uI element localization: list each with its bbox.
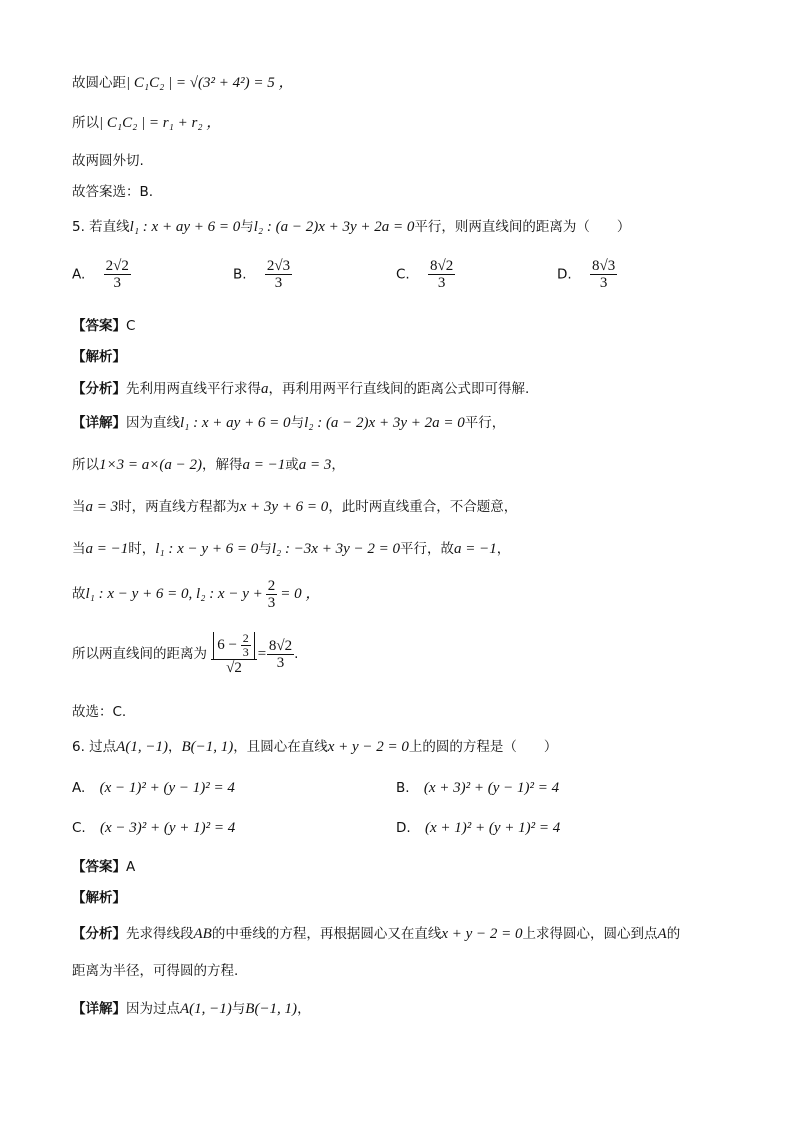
fraction-denominator: 3 — [242, 645, 249, 659]
text-segment: ， — [167, 739, 182, 755]
fraction — [590, 258, 617, 291]
math-expression: B(−1, 1) — [245, 1001, 298, 1017]
answer-line — [72, 317, 135, 335]
text-segment: 平行，则两直线间的距离为（ ） — [414, 219, 631, 235]
answer-tag: 【答案】 — [72, 318, 126, 334]
text-segment: ，且圆心在直线 — [233, 739, 328, 755]
text-segment: 上的圆的方程是（ ） — [408, 739, 558, 755]
text-segment: 故 — [72, 586, 86, 602]
text-segment: 所以两直线间的距离为 — [72, 646, 207, 662]
analysis-subtag: 【分析】 — [72, 926, 126, 942]
detail-line — [72, 456, 345, 474]
option-text: (x − 1)² + (y − 1)² = 4 — [99, 780, 235, 796]
math-expression: | C₁C₂ | = √(3² + 4²) = 5 ， — [126, 75, 294, 91]
analysis-tag: 【解析】 — [72, 349, 126, 365]
text-segment: ， — [331, 457, 345, 473]
text-line: 距离为半径，可得圆的方程. — [72, 963, 239, 979]
text-segment: 所以 — [72, 457, 99, 473]
fraction-numerator: 2√3 — [266, 258, 291, 274]
math-expression: x + y − 2 = 0 — [327, 739, 409, 755]
option-letter: D. — [396, 820, 411, 836]
analysis-subtag: 【分析】 — [72, 381, 126, 397]
math-expression: a = 3 — [85, 499, 119, 515]
math-expression: AB — [193, 926, 212, 942]
text-segment: 与 — [231, 1001, 246, 1017]
text-segment: 与 — [258, 541, 272, 557]
analysis-line — [72, 380, 529, 398]
option-letter: A. — [72, 780, 86, 796]
text-segment: 的 — [666, 926, 681, 942]
detail-line — [72, 574, 320, 614]
option-b — [396, 780, 559, 797]
math-expression: x + y − 2 = 0 — [441, 926, 523, 942]
text-segment: 6. 过点 — [72, 739, 117, 755]
text-segment: 先利用两直线平行求得 — [126, 381, 261, 397]
fraction-denominator: 3 — [276, 654, 285, 671]
text-segment: 因为过点 — [126, 1001, 180, 1017]
option-c — [72, 820, 235, 837]
option-letter: D. — [557, 266, 572, 283]
option-text: (x + 3)² + (y − 1)² = 4 — [423, 780, 560, 796]
text-segment: 时， — [128, 541, 156, 557]
fraction — [265, 258, 292, 291]
text-segment: ，再利用两平行直线间的距离公式即可得解. — [268, 381, 530, 397]
option-letter: C. — [396, 266, 410, 283]
fraction-numerator: 2 — [267, 577, 276, 594]
text-segment: 时，两直线方程都为 — [118, 499, 240, 515]
detail-line — [72, 1000, 311, 1018]
question-6-stem — [72, 738, 557, 756]
fraction — [428, 258, 455, 291]
fraction-denominator: 3 — [437, 275, 446, 291]
option-text: (x + 1)² + (y + 1)² = 4 — [424, 820, 561, 836]
math-expression: l₁ : x − y + 6 = 0 — [155, 541, 259, 557]
fraction-numerator — [211, 632, 256, 660]
math-expression: A(1, −1) — [180, 1001, 232, 1017]
fraction — [241, 632, 251, 659]
text-segment: ，解得 — [201, 457, 243, 473]
fraction-numerator: 2√2 — [105, 258, 129, 274]
text-line: 故答案选：B. — [72, 184, 154, 200]
fraction-denominator: 3 — [113, 275, 121, 291]
option-b — [233, 258, 292, 291]
detail-tag: 【详解】 — [72, 415, 126, 431]
detail-line — [72, 540, 510, 558]
option-c — [396, 258, 455, 291]
text-segment: 或 — [285, 457, 299, 473]
detail-line — [72, 414, 505, 432]
math-expression: = 0 ， — [280, 586, 321, 602]
detail-tag: 【详解】 — [72, 1001, 126, 1017]
math-expression: l₁ : x + ay + 6 = 0 — [180, 415, 291, 431]
text-segment: 所以 — [72, 115, 99, 131]
math-expression: l₁ : x + ay + 6 = 0 — [129, 219, 241, 235]
math-expression: a = 3 — [298, 457, 332, 473]
text-segment: 5. 若直线 — [72, 219, 130, 235]
answer-tag: 【答案】 — [72, 859, 126, 875]
text-segment: 平行，故 — [400, 541, 454, 557]
option-d — [396, 820, 560, 837]
text-segment: ， — [496, 541, 511, 557]
math-expression: a — [261, 381, 269, 397]
fraction — [267, 638, 294, 671]
math-expression: B(−1, 1) — [181, 739, 234, 755]
math-expression: l₁ : x − y + 6 = 0, l₂ : x − y + — [85, 586, 263, 602]
math-expression: l₂ : (a − 2)x + 3y + 2a = 0 — [304, 415, 465, 431]
option-letter: B. — [233, 266, 247, 283]
math-expression: a = −1 — [242, 457, 286, 473]
math-expression: A — [657, 926, 667, 942]
fraction — [266, 578, 278, 611]
fraction-denominator: 3 — [267, 594, 276, 611]
fraction-numerator: 2 — [242, 631, 249, 645]
fraction-denominator: √2 — [226, 660, 242, 676]
answer-line — [72, 858, 135, 876]
text-segment: 平行， — [464, 415, 506, 431]
text-segment: 当 — [72, 499, 86, 515]
fraction-numerator: 8√3 — [591, 258, 616, 274]
question-5-stem — [72, 218, 630, 236]
math-expression: 6 − — [217, 636, 238, 653]
math-expression: a = −1 — [454, 541, 497, 557]
detail-line — [72, 498, 517, 516]
text-line — [72, 114, 221, 132]
option-a — [72, 780, 235, 797]
text-segment: 的中垂线的方程，再根据圆心又在直线 — [211, 926, 442, 942]
math-expression: | C₁C₂ | = r₁ + r₂ ， — [99, 115, 222, 131]
fraction-numerator: 8√2 — [430, 258, 454, 274]
text-line — [72, 74, 294, 92]
option-d — [557, 258, 617, 291]
distance-fraction — [211, 632, 256, 676]
text-segment: . — [294, 646, 299, 662]
text-segment: 因为直线 — [126, 415, 180, 431]
text-segment: ， — [297, 1001, 311, 1017]
fraction-denominator: 3 — [599, 275, 608, 291]
analysis-line — [72, 925, 680, 943]
text-segment: 先求得线段 — [126, 926, 194, 942]
text-line: 故选：C. — [72, 704, 127, 720]
math-expression: a = −1 — [85, 541, 129, 557]
math-expression: A(1, −1) — [116, 739, 168, 755]
detail-line — [72, 624, 298, 684]
option-letter: A. — [72, 266, 86, 283]
option-letter: B. — [396, 780, 410, 796]
math-expression: l₂ : (a − 2)x + 3y + 2a = 0 — [253, 219, 415, 235]
text-segment: 与 — [240, 219, 254, 235]
math-expression: x + 3y + 6 = 0 — [239, 499, 329, 515]
math-expression: = — [256, 646, 267, 662]
fraction-denominator: 3 — [274, 275, 283, 291]
text-line: 故两圆外切. — [72, 153, 144, 169]
fraction — [104, 258, 131, 291]
math-expression: l₂ : −3x + 3y − 2 = 0 — [271, 541, 400, 557]
absolute-value — [213, 632, 254, 659]
answer-value: A — [126, 859, 136, 875]
text-segment: 当 — [72, 541, 86, 557]
text-segment: ，此时两直线重合，不合题意， — [328, 499, 518, 515]
answer-value: C — [126, 318, 136, 334]
text-segment: 上求得圆心，圆心到点 — [522, 926, 658, 942]
text-segment: 与 — [290, 415, 305, 431]
math-expression: 1×3 = a×(a − 2) — [99, 457, 202, 473]
fraction-numerator: 8√2 — [268, 637, 293, 654]
option-letter: C. — [72, 820, 86, 836]
analysis-tag: 【解析】 — [72, 890, 126, 906]
text-segment: 故圆心距 — [72, 75, 126, 91]
option-a — [72, 258, 131, 291]
option-text: (x − 3)² + (y + 1)² = 4 — [100, 820, 236, 836]
